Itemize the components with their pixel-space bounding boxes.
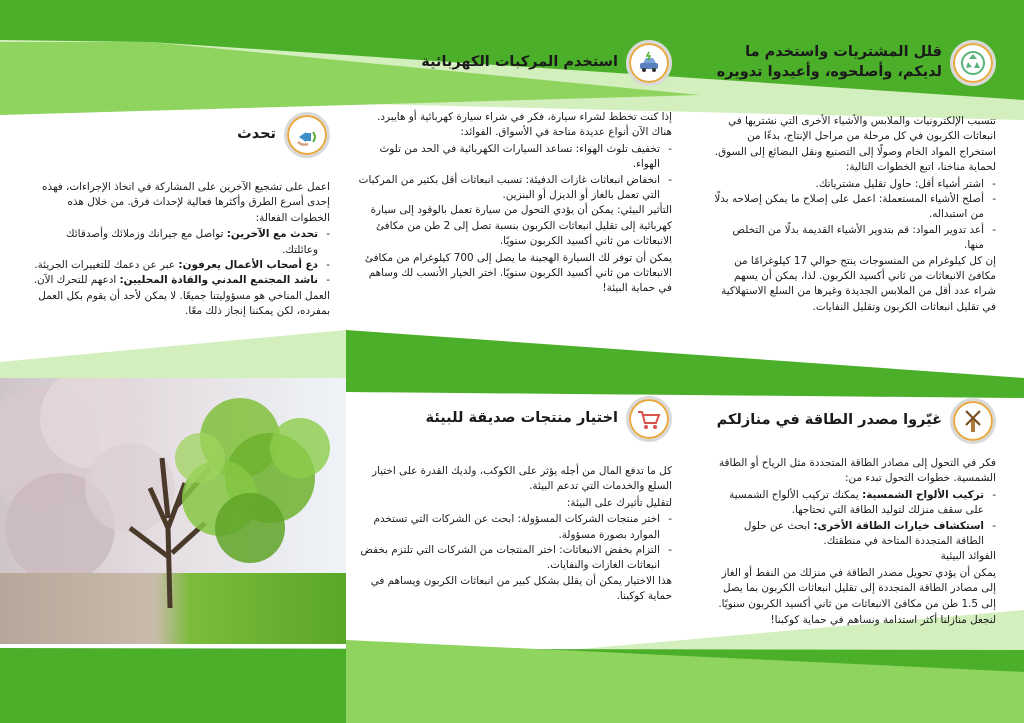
megaphone-hand-icon — [284, 112, 330, 158]
products-intro: كل ما تدفع المال من أجله يؤثر على الكوكب، ولديك القدرة على اختيار السلع والخدمات التي تدعم البيئة. — [371, 465, 672, 493]
speak-intro: اعمل على تشجيع الآخرين على المشاركة في اتخاذ الإجراءات، فهذه إحدى أسرع الطرق وأكثرها فعالية لإحداث فرق. من خلال هذه الخطوات الفعالة: — [42, 181, 330, 224]
list-item: - انخفاض انبعاثات غازات الدفيئة: تسبب انبعاثات أقل بكثير من المركبات التي تعمل بالغاز أو الديزل أو البنزين. — [354, 173, 672, 204]
list-item-bold: ناشد المجتمع المدني والقادة المحليين: — [119, 274, 318, 287]
list-item: - أصلح الأشياء المستعملة: اعمل على إصلاح ما يمكن إصلاحه بدلًا من استبداله. — [714, 192, 996, 223]
windmill-icon — [950, 398, 996, 444]
recycle-icon — [950, 40, 996, 86]
energy-benefits-heading: الفوائد البيئية — [940, 550, 996, 563]
list-item-text: عبر عن دعمك للتغييرات الجريئة. — [34, 258, 179, 271]
electric-intro: إذا كنت تخطط لشراء سيارة، فكر في شراء سيارة كهربائية أو هايبرد. هناك الآن أنواع عديدة متاحة في الأسواق. الفوائد: — [377, 111, 672, 139]
energy-title: غيّروا مصدر الطاقة في منازلكم — [716, 412, 942, 429]
reduce-title-line2: لديكم، وأصلحوه، وأعيدوا تدويره — [716, 64, 942, 80]
list-item — [714, 519, 996, 550]
electric-section — [354, 40, 672, 298]
list-item — [30, 273, 330, 288]
speak-list — [30, 227, 330, 289]
energy-intro: فكر في التحول إلى مصادر الطاقة المتجددة مثل الرياح أو الطاقة الشمسية. خطوات التحول تبدء من: — [718, 457, 996, 485]
list-item-bold: استكشاف خيارات الطاقة الأخرى: — [813, 519, 984, 532]
energy-section — [714, 398, 996, 629]
reduce-section — [714, 40, 996, 316]
list-item-bold: دع أصحاب الأعمال يعرفون: — [178, 258, 318, 271]
reduce-list — [714, 177, 996, 254]
reduce-intro: تتسبب الإلكترونيات والملابس والأشياء الأخرى التي نشتريها في انبعاثات الكربون في كل مرحلة من مراحل الإنتاج، بدءًا من استخراج المواد الخام وصولًا إلى التصنيع ونقل البضائع إلى السوق. لحماية مناخنا، اتبع الخطوات التالية: — [714, 115, 996, 174]
list-item: - تخفيف تلوث الهواء: تساعد السيارات الكهربائية في الحد من تلوث الهواء. — [354, 142, 672, 173]
list-item-text: يمكنك تركيب الألواح الشمسية على سقف منزلك لتوليد الطاقة التي تحتاجها. — [729, 488, 984, 517]
electric-title: استخدم المركبات الكهربائية — [421, 54, 618, 71]
list-item-text: ابحث عن حلول الطاقة المتجددة المتاحة في منطقتك. — [743, 519, 984, 547]
list-item: - اختر منتجات الشركات المسؤولة: ابحث عن الشركات التي تستخدم الموارد بصورة مسؤولة. — [354, 512, 672, 543]
products-header — [354, 396, 672, 442]
products-sub: لتقليل تأثيرك على البيئة: — [566, 496, 672, 509]
list-item-text: ادعهم للتحرك الآن. — [33, 274, 120, 287]
shopping-cart-icon — [626, 396, 672, 442]
energy-benefits: يمكن أن يؤدي تحويل مصدر الطاقة في منزلك من النفط أو الغاز إلى مصادر الطاقة المتجددة إلى تقليل انبعاثات الكربون بما يصل إلى 1.5 طن من مكافئ الانبعاثات من ثاني أكسيد الكربون سنويًا. — [718, 566, 996, 610]
electric-outro: يمكن أن توفر لك السيارة الهجينة ما يصل إلى 700 كيلوغرام من مكافئ الانبعاثات من ثاني أكسيد الكربون سنويًا. اختر الخيار الأنسب لك وساهم في حماية البيئة! — [364, 251, 672, 295]
list-item — [30, 227, 330, 258]
list-item-text: تواصل مع جيرانك وزملائك وأصدقائك وعائلتك. — [66, 228, 318, 256]
polluted-vs-green-landscape-image — [0, 378, 346, 644]
list-item: - التزام بخفض الانبعاثات: اختر المنتجات من الشركات التي تلتزم بخفض انبعاثات الغازات والنفايات. — [354, 543, 672, 574]
reduce-title-line1: قلل المشتريات واستخدم ما — [745, 44, 942, 61]
products-section — [354, 396, 672, 606]
reduce-outro: إن كل كيلوغرام من المنسوجات ينتج حوالي 17 كيلوغرامًا من مكافئ الانبعاثات من ثاني أكسيد الكربون. لذا، يمكن أن يسهم شراء عدد أقل من الملابس الجديدة وغيرها من السلع الاستهلاكية في تقليل انبعاثات الكربون وتقليل النفايات. — [721, 254, 996, 313]
list-item-bold: تحدث مع الآخرين: — [226, 228, 318, 241]
speak-outro: العمل المناخي هو مسؤوليتنا جميعًا. لا يمكن لأحد أن يقوم بكل العمل بمفرده، لكن يمكننا إنجاز ذلك معًا. — [38, 289, 330, 318]
electric-list — [354, 142, 672, 204]
products-title: اختيار منتجات صديقة للبيئة — [425, 410, 618, 427]
electric-header — [354, 40, 672, 86]
middle-green-wedge — [346, 330, 1024, 398]
list-item — [714, 488, 996, 519]
list-item — [30, 258, 330, 273]
list-item-bold: تركيب الألواح الشمسية: — [862, 488, 984, 501]
products-list — [354, 512, 672, 574]
speak-section — [30, 112, 330, 321]
reduce-header — [714, 40, 996, 86]
energy-list — [714, 488, 996, 550]
reduce-title — [717, 43, 942, 82]
electric-impact: التأثير البيئي: يمكن أن يؤدي التحول من سيارة تعمل بالوقود إلى سيارة كهربائية إلى تقليل انبعاثات الكربون بنسبة تصل إلى 2 طن من مكافئ الانبعاثات من ثاني أكسيد الكربون سنويًا. — [370, 204, 672, 248]
speak-title: تحدث — [237, 126, 276, 143]
list-item: - اشتر أشياء أقل: حاول تقليل مشترياتك. — [714, 177, 996, 192]
energy-closing: لنجعل منازلنا أكثر استدامة ونساهم في حماية كوكبنا! — [770, 613, 996, 626]
electric-car-icon — [626, 40, 672, 86]
products-outro: هذا الاختيار يمكن أن يقلل بشكل كبير من انبعاثات الكربون ويساهم في حماية كوكبنا. — [370, 574, 672, 603]
energy-header — [714, 398, 996, 444]
speak-header — [30, 112, 330, 158]
list-item: - أعد تدوير المواد: قم بتدوير الأشياء القديمة بدلًا من التخلص منها. — [714, 223, 996, 254]
